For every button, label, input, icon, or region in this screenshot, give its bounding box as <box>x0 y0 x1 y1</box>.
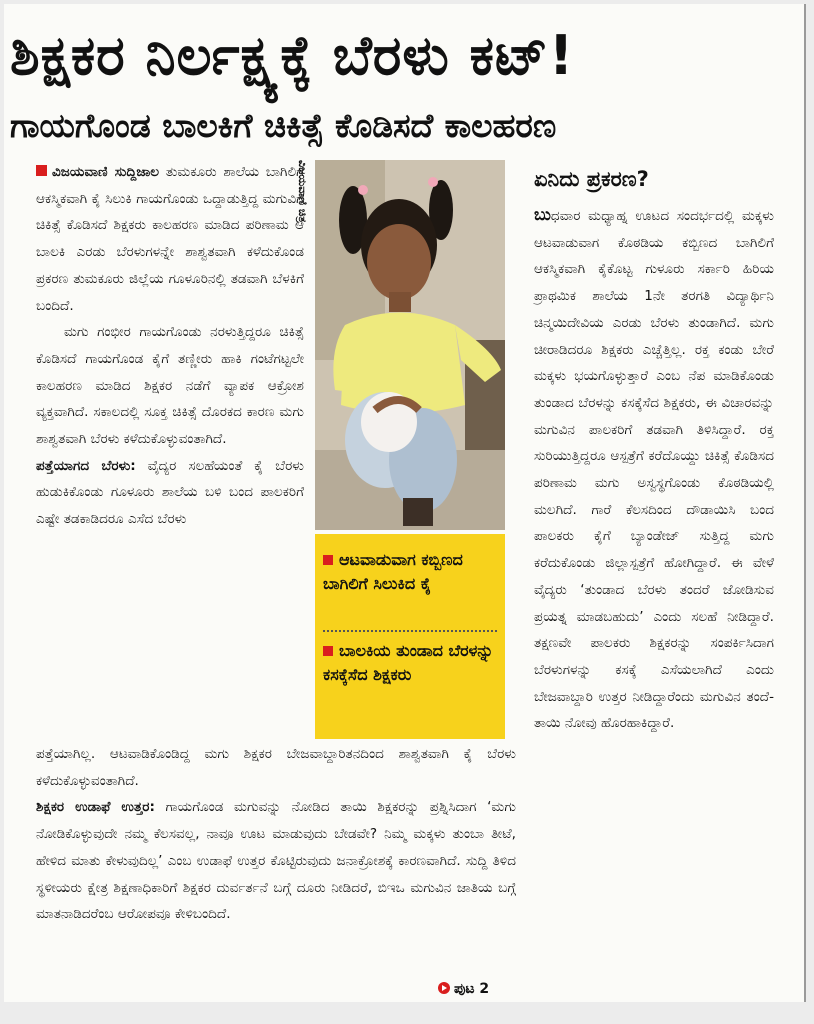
paragraph-3a: ವೈದ್ಯರ ಸಲಹೆಯಂತೆ ಕೈ ಬೆರಳು ಹುಡುಕಿಕೊಂಡು ಗೂಳೂರು ಶಾಲೆಯ ಬಳಿ ಬಂದ ಪಾಲಕರಿಗೆ ಎಷ್ಟೇ ತಡಕಾಡಿದರೂ ಎಸೆದ ಬೆರಳು <box>36 457 304 528</box>
headline: ಶಿಕ್ಷಕರ ನಿರ್ಲಕ್ಷ್ಯಕ್ಕೆ ಬೆರಳು ಕಟ್! <box>10 24 575 87</box>
article-column-main <box>36 159 304 533</box>
subheadline: ಗಾಯಗೊಂಡ ಬಾಲಕಿಗೆ ಚಿಕಿತ್ಸೆ ಕೊಡಿಸದೆ ಕಾಲಹರಣ <box>10 106 557 145</box>
newspaper-clipping <box>4 4 806 1002</box>
drop-lead: ಬು <box>534 205 551 225</box>
highlight-item <box>323 548 499 596</box>
highlight-text-1: ಆಟವಾಡುವಾಗ ಕಬ್ಬಿಣದ ಬಾಗಿಲಿಗೆ ಸಿಲುಕಿದ ಕೈ <box>323 550 463 593</box>
dateline: ವಿಜಯವಾಣಿ ಸುದ್ದಿಜಾಲ <box>52 164 160 180</box>
paragraph-2: ಮಗು ಗಂಭೀರ ಗಾಯಗೊಂಡು ನರಳುತ್ತಿದ್ದರೂ ಚಿಕಿತ್ಸೆ ಕೊಡಿಸದೆ ಗಾಯಗೊಂಡ ಕೈಗೆ ತಣ್ಣೀರು ಹಾಕಿ ಗಂಟೆಗಟ್ಟಲೇ ಕಾಲಹರಣ ಮಾಡಿದ ಶಿಕ್ಷಕರ ನಡೆಗೆ ವ್ಯಾಪಕ ಆಕ್ರೋಶ ವ್ಯಕ್ತವಾಗಿದೆ. ಸಕಾಲದಲ್ಲಿ ಸೂಕ್ತ ಚಿಕಿತ್ಸೆ ದೊರಕದ ಕಾರಣ ಮಗು ಶಾಶ್ವತವಾಗಿ ಬೆರಳು ಕಳೆದುಕೊಳ್ಳುವಂತಾಗಿದೆ. <box>36 324 304 448</box>
bullet-square-icon <box>36 165 47 176</box>
continued-on-page <box>438 979 489 999</box>
bullet-square-icon <box>323 555 333 565</box>
girl-illustration <box>315 160 505 530</box>
photo-credit: ವಿಜಯವಾಣಿ ಚಿತ್ರ <box>296 160 309 223</box>
continued-label: ಪುಟ 2 <box>454 981 490 997</box>
highlight-text-2: ಬಾಲಕಿಯ ತುಂಡಾದ ಬೆರಳನ್ನು ಕಸಕ್ಕೆಸೆದ ಶಿಕ್ಷಕರು <box>323 641 494 684</box>
paragraph-4: ಗಾಯಗೊಂಡ ಮಗುವನ್ನು ನೋಡಿದ ತಾಯಿ ಶಿಕ್ಷಕರನ್ನು ಪ್ರಶ್ನಿಸಿದಾಗ ‘ಮಗು ನೋಡಿಕೊಳ್ಳುವುದೇ ನಮ್ಮ ಕೆಲಸವಲ್ಲ, ನಾವೂ ಊಟ ಮಾಡುವುದು ಬೇಡವೇ? ನಿಮ್ಮ ಮಕ್ಕಳು ತುಂಬಾ ತೀಟೆ, ಹೇಳಿದ ಮಾತು ಕೇಳುವುದಿಲ್ಲ’ ಎಂಬ ಉಡಾಫೆ ಉತ್ತರ ಕೊಟ್ಟಿರುವುದು ಜನಾಕ್ರೋಶಕ್ಕೆ ಕಾರಣವಾಗಿದೆ. ಸುದ್ದಿ ತಿಳಿದ ಸ್ಥಳೀಯರು ಕ್ಷೇತ್ರ ಶಿಕ್ಷಣಾಧಿಕಾರಿಗೆ ಶಿಕ್ಷಕರ ದುರ್ವರ್ತನೆ ಬಗ್ಗೆ ದೂರು ನೀಡಿದರೆ, ಬಿಇಒ ಮಗುವಿನ ಜಾತಿಯ ಬಗ್ಗೆ ಮಾತನಾಡಿದರೆಂಬ ಆರೋಪವೂ ಕೇಳಿಬಂದಿದೆ. <box>36 799 516 923</box>
sidebar-heading: ಏನಿದು ಪ್ರಕರಣ? <box>534 167 649 191</box>
highlight-item <box>323 639 499 687</box>
bullet-square-icon <box>323 646 333 656</box>
play-arrow-icon <box>438 982 450 994</box>
sidebar-text: ಧವಾರ ಮಧ್ಯಾಹ್ನ ಊಟದ ಸಂದರ್ಭದಲ್ಲಿ ಮಕ್ಕಳು ಆಟವಾಡುವಾಗ ಕೊಠಡಿಯ ಕಬ್ಬಿಣದ ಬಾಗಿಲಿಗೆ ಆಕಸ್ಮಿಕವಾಗಿ ಕೈಕೊಟ್ಟ ಗುಳೂರು ಸರ್ಕಾರಿ ಹಿರಿಯ ಪ್ರಾಥಮಿಕ ಶಾಲೆಯ 1ನೇ ತರಗತಿ ವಿದ್ಯಾರ್ಥಿನಿ ಚಿನ್ಮಯಿದೇವಿಯ ಎರಡು ಬೆರಳು ತುಂಡಾಗಿದೆ. ಮಗು ಚೀರಾಡಿದರೂ ಶಿಕ್ಷಕರು ಎಚ್ಚೆತ್ತಿಲ್ಲ. ರಕ್ತ ಕಂಡು ಬೇರೆ ಮಕ್ಕಳು ಭಯಗೊಳ್ಳುತ್ತಾರೆ ಎಂಬ ನೆಪ ಮಾಡಿಕೊಂಡು ತುಂಡಾದ ಬೆರಳನ್ನು ಕಸಕ್ಕೆಸೆದ ಶಿಕ್ಷಕರು, ಈ ವಿಚಾರವನ್ನು ಮಗುವಿನ ಪಾಲಕರಿಗೆ ತಡವಾಗಿ ತಿಳಿಸಿದ್ದಾರೆ. ರಕ್ತ ಸುರಿಯುತ್ತಿದ್ದರೂ ಆಸ್ಪತ್ರೆಗೆ ಕರೆದೊಯ್ದು ಚಿಕಿತ್ಸೆ ಕೊಡಿಸದ ಪರಿಣಾಮ ಮಗು ಅಸ್ವಸ್ಥಗೊಂಡು ಕೊಠಡಿಯಲ್ಲಿ ಮಲಗಿದೆ. ಗಾರೆ ಕೆಲಸದಿಂದ ದೌಡಾಯಿಸಿ ಬಂದ ಪಾಲಕರು ಕೈಗೆ ಬ್ಯಾಂಡೇಜ್ ಸುತ್ತಿದ್ದ ಮಗು ಕರೆದುಕೊಂಡು ಜಿಲ್ಲಾಸ್ಪತ್ರೆಗೆ ಹೋಗಿದ್ದಾರೆ. ಈ ವೇಳೆ ವೈದ್ಯರು ‘ತುಂಡಾದ ಬೆರಳು ತಂದರೆ ಜೋಡಿಸುವ ಪ್ರಯತ್ನ ಮಾಡಬಹುದು’ ಎಂದು ಸಲಹೆ ನೀಡಿದ್ದಾರೆ. ತಕ್ಷಣವೇ ಪಾಲಕರು ಶಿಕ್ಷಕರನ್ನು ಸಂಪರ್ಕಿಸಿದಾಗ ಬೆರಳುಗಳನ್ನು ಕಸಕ್ಕೆ ಎಸೆಯಲಾಗಿದೆ ಎಂದು ಬೇಜವಾಬ್ದಾರಿ ಉತ್ತರ ನೀಡಿದ್ದಾರೆಂದು ಮಗುವಿನ ತಂದೆ-ತಾಯಿ ನೋವು ಹೊರಹಾಕಿದ್ದಾರೆ. <box>534 208 774 732</box>
girl-photo <box>315 160 505 530</box>
article-column-wide <box>36 741 516 928</box>
dotted-divider <box>323 630 497 632</box>
subheading-teacher-reply: ಶಿಕ್ಷಕರ ಉಡಾಫೆ ಉತ್ತರ: <box>36 799 155 816</box>
paragraph-1: ತುಮಕೂರು ಶಾಲೆಯ ಬಾಗಿಲಿಗೆ ಆಕಸ್ಮಿಕವಾಗಿ ಕೈ ಸಿಲುಕಿ ಗಾಯಗೊಂಡು ಒದ್ದಾಡುತ್ತಿದ್ದ ಮಗುವಿಗೆ ಚಿಕಿತ್ಸೆ ಕೊಡಿಸದೆ ಶಿಕ್ಷಕರು ಕಾಲಹರಣ ಮಾಡಿದ ಪರಿಣಾಮ ಆ ಬಾಲಕಿ ಎರಡು ಬೆರಳುಗಳನ್ನೇ ಶಾಶ್ವತವಾಗಿ ಕಳೆದುಕೊಂಡ ಪ್ರಕರಣ ತುಮಕೂರು ಜಿಲ್ಲೆಯ ಗೂಳೂರಿನಲ್ಲಿ ತಡವಾಗಿ ಬೆಳಕಿಗೆ ಬಂದಿದೆ. <box>36 164 304 314</box>
highlight-box <box>315 534 505 739</box>
sidebar-column <box>534 202 774 737</box>
paragraph-3b: ಪತ್ತೆಯಾಗಿಲ್ಲ. ಆಟವಾಡಿಕೊಂಡಿದ್ದ ಮಗು ಶಿಕ್ಷಕರ ಬೇಜವಾಬ್ದಾರಿತನದಿಂದ ಶಾಶ್ವತವಾಗಿ ಕೈ ಬೆರಳು ಕಳೆದುಕೊಳ್ಳುವಂತಾಗಿದೆ. <box>36 746 516 789</box>
subheading-missing-finger: ಪತ್ತೆಯಾಗದ ಬೆರಳು: <box>36 457 136 474</box>
